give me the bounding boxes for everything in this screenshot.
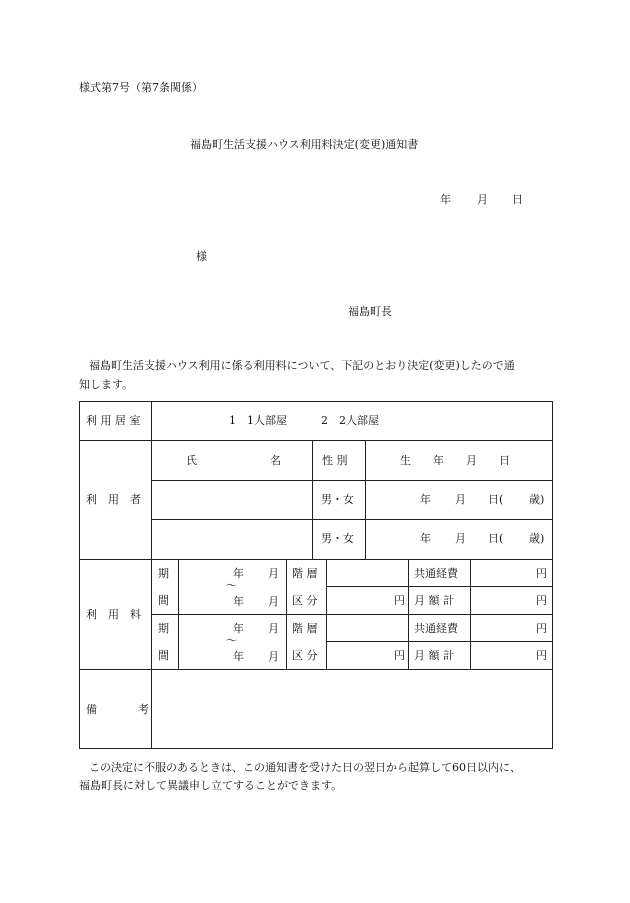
room-option-double: 2 2人部屋: [321, 414, 379, 427]
col-birthdate: 生 年 月 日: [400, 454, 510, 467]
birth-month-1: 月: [455, 493, 466, 506]
age-1: 歳): [529, 493, 545, 506]
yen-2a: 円: [394, 649, 405, 662]
footer-line-1: この決定に不服のあるときは、この通知書を受けた日の翌日から起算して60日以内に、: [89, 761, 521, 774]
remarks-label-a: 備: [86, 703, 97, 716]
recipient-suffix: 様: [196, 250, 207, 263]
intro-line-2: 知します。: [79, 378, 134, 391]
issuer: 福島町長: [348, 305, 392, 318]
yen-1a: 円: [394, 594, 405, 607]
date-day: 日: [512, 193, 523, 206]
sex-choice-1: 男・女: [321, 493, 354, 506]
common-expense-2: 共通経費: [414, 622, 458, 635]
room-label: 利 用 居 室: [86, 414, 141, 427]
yen-2c: 円: [536, 649, 547, 662]
user-label: 利 用 者: [86, 493, 141, 506]
monthly-total-2: 月 額 計: [414, 649, 454, 662]
period-start-month-2: 月: [268, 622, 279, 635]
fee-label: 利 用 料: [86, 608, 141, 621]
floor-label-a-2: 階 層: [292, 622, 318, 635]
floor-label-b-1: 区 分: [292, 594, 318, 607]
birth-day-1: 日(: [488, 493, 504, 506]
period-tilde-2: 〜: [226, 634, 237, 647]
period-end-year-2: 年: [233, 650, 244, 663]
period-start-year-1: 年: [233, 567, 244, 580]
floor-label-b-2: 区 分: [292, 649, 318, 662]
yen-2b: 円: [536, 622, 547, 635]
yen-1c: 円: [536, 594, 547, 607]
sex-choice-2: 男・女: [321, 532, 354, 545]
col-name-shi: 氏: [186, 454, 197, 467]
period-label-b-1: 間: [158, 594, 169, 607]
period-label-a-2: 期: [158, 622, 169, 635]
period-tilde-1: 〜: [226, 579, 237, 592]
period-label-b-2: 間: [158, 649, 169, 662]
period-end-month-2: 月: [268, 650, 279, 663]
age-2: 歳): [529, 532, 545, 545]
intro-line-1: 福島町生活支援ハウス利用に係る利用料について、下記のとおり決定(変更)したので通: [89, 359, 515, 372]
period-label-a-1: 期: [158, 567, 169, 580]
birth-year-2: 年: [420, 532, 431, 545]
birth-year-1: 年: [420, 493, 431, 506]
period-start-month-1: 月: [268, 567, 279, 580]
remarks-label-b: 考: [138, 703, 149, 716]
yen-1b: 円: [536, 567, 547, 580]
birth-day-2: 日(: [488, 532, 504, 545]
document-title: 福島町生活支援ハウス利用料決定(変更)通知書: [190, 138, 419, 151]
col-name-mei: 名: [270, 454, 281, 467]
period-start-year-2: 年: [233, 622, 244, 635]
common-expense-1: 共通経費: [414, 567, 458, 580]
col-sex: 性 別: [322, 454, 348, 467]
period-end-year-1: 年: [233, 595, 244, 608]
birth-month-2: 月: [455, 532, 466, 545]
footer-line-2: 福島町長に対して異議申し立てすることができます。: [79, 779, 343, 792]
monthly-total-1: 月 額 計: [414, 594, 454, 607]
date-month: 月: [477, 193, 488, 206]
room-option-single: 1 1人部屋: [229, 414, 287, 427]
form-number: 様式第7号（第7条関係）: [79, 81, 203, 94]
floor-label-a-1: 階 層: [292, 567, 318, 580]
date-year: 年: [440, 193, 451, 206]
period-end-month-1: 月: [268, 595, 279, 608]
